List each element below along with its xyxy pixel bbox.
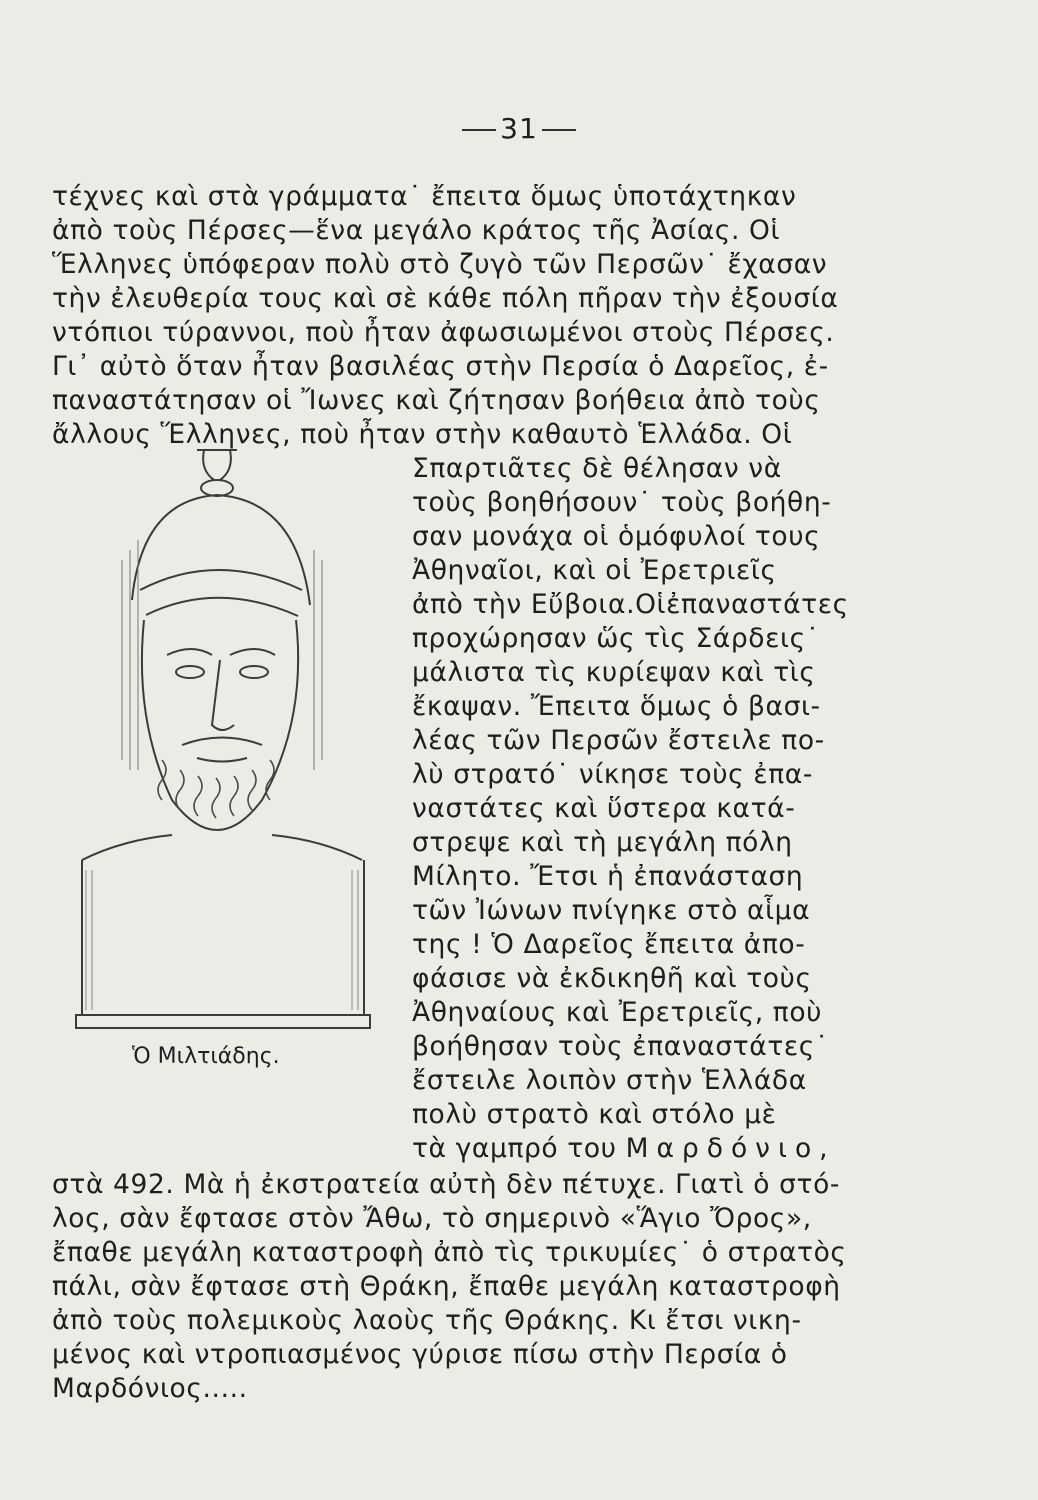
text-line: Γι᾽ αὐτὸ ὅταν ἦταν βασιλέας στὴν Περσία ὁ Δαρεῖος, ἐ-	[52, 351, 829, 382]
text-line: στὰ 492. Μὰ ἡ ἐκστρατεία αὐτὴ δὲν πέτυχε. Γιατὶ ὁ στό-	[52, 1169, 841, 1200]
text-line: ντόπιοι τύραννοι, ποὺ ἦταν ἀφωσιωμένοι στοὺς Πέρσες.	[52, 317, 835, 348]
wrapped-line: ἔκαψαν. Ἔπειτα ὅμως ὁ βασι-	[412, 691, 821, 722]
wrapped-line: Μίλητο. Ἔτσι ἡ ἐπανάσταση	[412, 861, 804, 892]
wrapped-line: φάσισε νὰ ἐκδικηθῆ καὶ τοὺς	[412, 963, 812, 994]
wrapped-line: ἔστειλε λοιπὸν στὴν Ἑλλάδα	[412, 1065, 807, 1096]
figure-caption: Ὁ Μιλτιάδης.	[132, 1044, 280, 1069]
text-line: λος, σὰν ἔφτασε στὸν Ἄθω, τὸ σημερινὸ «Ἅγιο Ὄρος»,	[52, 1203, 812, 1234]
wrapped-line-prefix: τὰ γαμπρό του	[412, 1133, 626, 1164]
wrapped-line-last	[412, 1132, 844, 1166]
miltiades-bust-illustration	[62, 440, 392, 1030]
wrapped-line: ναστάτες καὶ ὕστερα κατά-	[412, 793, 796, 824]
wrapped-line: τῶν Ἰώνων πνίγηκε στὸ αἷμα	[412, 895, 811, 926]
wrapped-line: Σπαρτιᾶτες δὲ θέλησαν νὰ	[412, 453, 782, 484]
wrapped-line: της ! Ὁ Δαρεῖος ἔπειτα ἀπο-	[412, 929, 806, 960]
wrapped-line: ἀπὸ τὴν Εὔβοια.Οἱἐπαναστάτες	[412, 589, 849, 620]
text-line: παναστάτησαν οἱ Ἴωνες καὶ ζήτησαν βοήθεια ἀπὸ τοὺς	[52, 385, 821, 416]
text-line: μένος καὶ ντροπιασμένος γύρισε πίσω στὴν Περσία ὁ	[52, 1339, 788, 1370]
wrapped-line: Ἀθηναῖοι, καὶ οἱ Ἐρετριεῖς	[412, 555, 777, 586]
text-line: ἔπαθε μεγάλη καταστροφὴ ἀπὸ τὶς τρικυμίες˙ ὁ στρατὸς	[52, 1237, 847, 1268]
text-line: Ἕλληνες ὑπόφεραν πολὺ στὸ ζυγὸ τῶν Περσῶν˙ ἔχασαν	[52, 249, 828, 280]
text-line: Μαρδόνιος.....	[52, 1373, 248, 1404]
wrapped-line: προχώρησαν ὥς τὶς Σάρδεις˙	[412, 623, 820, 654]
text-line: ἀπὸ τοὺς πολεμικοὺς λαοὺς τῆς Θράκης. Κι ἔτσι νικη-	[52, 1305, 802, 1336]
wrapped-line: Ἀθηναίους καὶ Ἐρετριεῖς, ποὺ	[412, 997, 823, 1028]
wrapped-line: μάλιστα τὶς κυρίεψαν καὶ τὶς	[412, 657, 816, 688]
wrapped-line: λὺ στρατό˙ νίκησε τοὺς ἐπα-	[412, 759, 814, 790]
text-line: τέχνες καὶ στὰ γράμματα˙ ἔπειτα ὅμως ὑποτάχτηκαν	[52, 181, 797, 212]
wrapped-line: πολὺ στρατὸ καὶ στόλο μὲ	[412, 1099, 777, 1130]
text-line: ἀπὸ τοὺς Πέρσες—ἕνα μεγάλο κράτος τῆς Ἀσίας. Οἱ	[52, 215, 781, 246]
name-mardonios: Μαρδόνιο,	[625, 1133, 836, 1164]
wrapped-line: λέας τῶν Περσῶν ἔστειλε πο-	[412, 725, 825, 756]
wrapped-line: σαν μονάχα οἱ ὁμόφυλοί τους	[412, 521, 821, 552]
text-line: ἄλλους Ἕλληνες, ποὺ ἦταν στὴν καθαυτὸ Ἑλλάδα. Οἱ	[52, 419, 793, 450]
text-line: πάλι, σὰν ἔφτασε στὴ Θράκη, ἔπαθε μεγάλη καταστροφὴ	[52, 1271, 841, 1302]
page-number: 31	[0, 112, 1038, 145]
wrapped-line: στρεψε καὶ τὴ μεγάλη πόλη	[412, 827, 793, 858]
wrapped-line: τοὺς βοηθήσουν˙ τοὺς βοήθη-	[412, 487, 832, 518]
wrapped-line: βοήθησαν τοὺς ἐπαναστάτες˙	[412, 1031, 829, 1062]
text-line: τὴν ἐλευθερία τους καὶ σὲ κάθε πόλη πῆραν τὴν ἐξουσία	[52, 283, 839, 314]
